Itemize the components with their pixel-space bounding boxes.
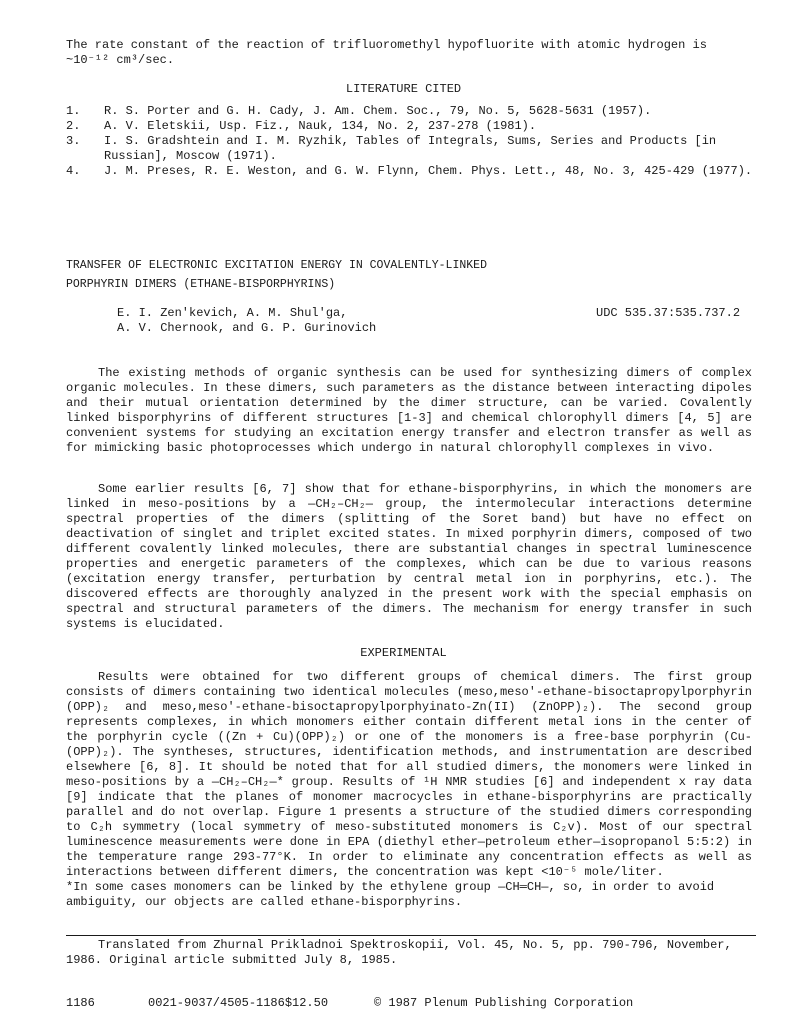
- footer-divider: [66, 935, 756, 936]
- copyright-notice: © 1987 Plenum Publishing Corporation: [374, 996, 634, 1010]
- reference-item: [66, 134, 776, 164]
- paragraph-intro: The existing methods of organic synthesis can be used for synthesizing dimers of complex organic molecules. In these dimers, such parameters as the distance between interacting dipoles and their mutual orientation determined by the dimer structure, can be varied. Covalently linked bisporphyrins of different structures [1-3] and chemical chlorophyll dimers [4, 5] are convenient systems for studying an excitation energy transfer and electron transfer as well as for mimicking basic photoprocesses which undergo in natural chlorophyll complexes in vivo.: [66, 366, 752, 455]
- authors-line: E. I. Zen'kevich, A. M. Shul'ga,: [117, 306, 348, 320]
- experimental-heading: EXPERIMENTAL: [360, 646, 447, 660]
- page-number: 1186: [66, 996, 95, 1010]
- reference-number: 4.: [66, 164, 81, 178]
- paragraph-earlier-results: Some earlier results [6, 7] show that for ethane-bisporphyrins, in which the monomers are linked in meso-positions by a —CH₂–CH₂— group, the intermolecular interactions determine spectral properties of the dimers (splitting of the Soret band) but have no effect on deactivation of singlet and triplet excited states. In mixed porphyrin dimers, composed of two different covalently linked molecules, there are substantial changes in spectral luminescence properties and energetic parameters of the complexes, which can be due to various reasons (excitation energy transfer, perturbation by central metal ion in porphyrins, etc.). The discovered effects are thoroughly analyzed in the present work with the special emphasis on spectral and structural parameters of the dimers. The mechanism for energy transfer in such systems is elucidated.: [66, 482, 752, 631]
- article-title: [66, 256, 746, 294]
- author-list: [117, 306, 437, 336]
- reference-item: [66, 119, 776, 134]
- translation-note: Translated from Zhurnal Prikladnoi Spektroskopii, Vol. 45, No. 5, pp. 790-796, November, 1986. Original article submitted July 8, 1985.: [66, 938, 732, 967]
- journal-code: 0021-9037/4505-1186$12.50: [148, 996, 329, 1010]
- article-title-line: PORPHYRIN DIMERS (ETHANE-BISPORPHYRINS): [66, 278, 336, 291]
- reference-item: [66, 104, 776, 119]
- reference-text: R. S. Porter and G. H. Cady, J. Am. Chem. Soc., 79, No. 5, 5628-5631 (1957).: [104, 104, 652, 118]
- reference-number: 1.: [66, 104, 81, 118]
- authors-line: A. V. Chernook, and G. P. Gurinovich: [117, 321, 377, 335]
- paragraph-experimental: Results were obtained for two different groups of chemical dimers. The first group consists of dimers containing two identical molecules (meso,meso'-ethane-bisoctapropylporphyrin (OPP)₂ and meso,meso'-ethane-bisoctapropylporphyinato-Zn(II) (ZnOPP)₂). The second group represents complexes, in which monomers either contain different metal ions in the center of the porphyrin cycle ((Zn + Cu)(OPP)₂) or one of the monomers is a free-base porphyrin (Cu-(OPP)₂). The syntheses, structures, identification methods, and instrumentation are described elsewhere [6, 8]. It should be noted that for all studied dimers, the monomers were linked in meso-positions by a —CH₂–CH₂—* group. Results of ¹H NMR studies [6] and independent x ray data [9] indicate that the planes of monomer macrocycles in ethane-bisporphyrins are practically parallel and do not overlap. Figure 1 presents a structure of the studied dimers corresponding to C₂h symmetry (local symmetry of meso-substituted monomers is C₂v). Most of our spectral luminescence measurements were done in EPA (diethyl ether—petroleum ether—isopropanol 5:5:2) in the temperature range 293-77°K. In order to eliminate any concentration effects as well as interactions between different dimers, the concentration was kept <10⁻⁵ mole/liter.: [66, 670, 752, 879]
- reference-text: A. V. Eletskii, Usp. Fiz., Nauk, 134, No. 2, 237-278 (1981).: [104, 119, 537, 133]
- reference-number: 2.: [66, 119, 81, 133]
- reference-text: I. S. Gradshtein and I. M. Ryzhik, Tables of Integrals, Sums, Series and Products [in Russian], Moscow (1971).: [104, 134, 717, 163]
- article-title-line: TRANSFER OF ELECTRONIC EXCITATION ENERGY IN COVALENTLY-LINKED: [66, 259, 487, 272]
- reference-text: J. M. Preses, R. E. Weston, and G. W. Flynn, Chem. Phys. Lett., 48, No. 3, 425-429 (1977).: [104, 164, 753, 178]
- literature-heading: LITERATURE CITED: [345, 82, 462, 96]
- intro-text: The rate constant of the reaction of trifluoromethyl hypofluorite with atomic hydrogen is ~10⁻¹² cm³/sec.: [66, 38, 707, 67]
- reference-list: [66, 104, 776, 179]
- footnote: *In some cases monomers can be linked by the ethylene group —CH═CH—, so, in order to avoid ambiguity, our objects are called ethane-bisporphyrins.: [66, 880, 715, 909]
- page-footer: [0, 996, 807, 1012]
- reference-item: [66, 164, 776, 179]
- reference-number: 3.: [66, 134, 81, 148]
- udc-code: UDC 535.37:535.737.2: [596, 306, 741, 320]
